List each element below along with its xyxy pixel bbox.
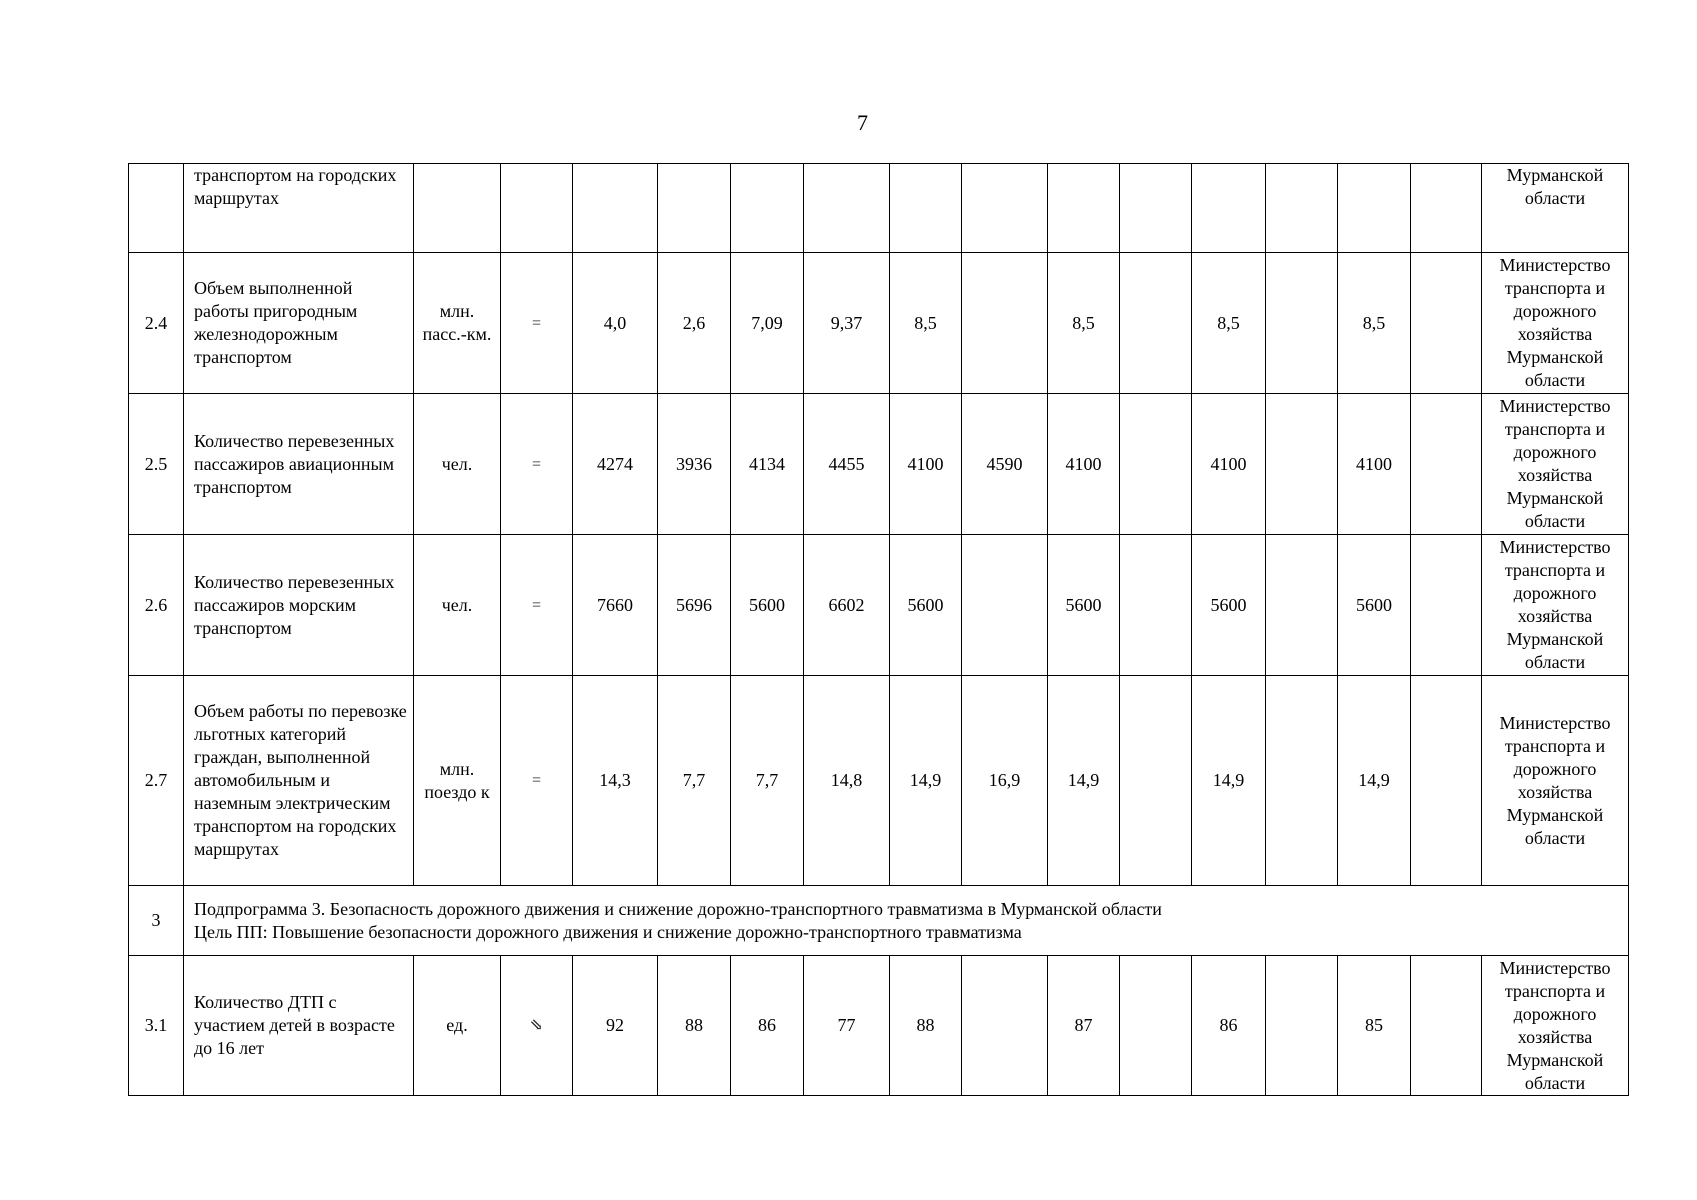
value-cell bbox=[1411, 394, 1482, 535]
value-cell: 8,5 bbox=[1338, 253, 1411, 394]
value-cell: 5600 bbox=[1338, 535, 1411, 676]
value-cell: 5696 bbox=[658, 535, 731, 676]
subprogram-heading bbox=[184, 886, 1629, 956]
value-cell bbox=[962, 956, 1048, 1096]
responsible-cell: Министерство транспорта и дорожного хозяйства Мурманской области bbox=[1482, 253, 1629, 394]
value-cell: 7,7 bbox=[731, 676, 804, 886]
indicators-table bbox=[128, 163, 1629, 1096]
responsible-cell: Министерство транспорта и дорожного хозяйства Мурманской области bbox=[1482, 956, 1629, 1096]
value-cell bbox=[1266, 676, 1338, 886]
value-cell: 77 bbox=[804, 956, 890, 1096]
value-cell: 14,9 bbox=[1338, 676, 1411, 886]
value-cell bbox=[1411, 676, 1482, 886]
unit-cell: ед. bbox=[414, 956, 501, 1096]
value-cell bbox=[1266, 253, 1338, 394]
value-cell: 86 bbox=[1192, 956, 1266, 1096]
value-cell: 3936 bbox=[658, 394, 731, 535]
value-cell bbox=[573, 164, 658, 253]
value-cell: 88 bbox=[658, 956, 731, 1096]
value-cell: 4274 bbox=[573, 394, 658, 535]
value-cell: 14,3 bbox=[573, 676, 658, 886]
value-cell: 5600 bbox=[1048, 535, 1120, 676]
indicator-name: Количество перевезенных пассажиров морским транспортом bbox=[184, 535, 414, 676]
value-cell bbox=[1411, 253, 1482, 394]
value-cell: 14,9 bbox=[890, 676, 962, 886]
row-number: 2.6 bbox=[129, 535, 184, 676]
table-row bbox=[129, 253, 1629, 394]
unit-cell: млн. поездо к bbox=[414, 676, 501, 886]
trend-cell: = bbox=[501, 253, 573, 394]
value-cell bbox=[1120, 956, 1192, 1096]
value-cell: 88 bbox=[890, 956, 962, 1096]
value-cell bbox=[1048, 164, 1120, 253]
trend-cell: = bbox=[501, 676, 573, 886]
value-cell: 14,8 bbox=[804, 676, 890, 886]
value-cell bbox=[1411, 164, 1482, 253]
value-cell: 92 bbox=[573, 956, 658, 1096]
value-cell: 5600 bbox=[890, 535, 962, 676]
page-number: 7 bbox=[857, 110, 868, 135]
value-cell: 4100 bbox=[1048, 394, 1120, 535]
value-cell: 87 bbox=[1048, 956, 1120, 1096]
value-cell: 9,37 bbox=[804, 253, 890, 394]
trend-arrow-icon: ⇘ bbox=[501, 956, 573, 1096]
indicator-name: Количество перевезенных пассажиров авиационным транспортом bbox=[184, 394, 414, 535]
trend-cell: = bbox=[501, 535, 573, 676]
responsible-cell: Министерство транспорта и дорожного хозяйства Мурманской области bbox=[1482, 394, 1629, 535]
value-cell: 14,9 bbox=[1048, 676, 1120, 886]
row-number: 2.4 bbox=[129, 253, 184, 394]
value-cell: 5600 bbox=[1192, 535, 1266, 676]
value-cell bbox=[1411, 535, 1482, 676]
value-cell bbox=[1266, 164, 1338, 253]
continuation-row bbox=[129, 164, 1629, 253]
unit-cell: чел. bbox=[414, 535, 501, 676]
row-number-cell bbox=[129, 164, 184, 253]
value-cell bbox=[962, 253, 1048, 394]
responsible-cell: Министерство транспорта и дорожного хозяйства Мурманской области bbox=[1482, 535, 1629, 676]
row-number: 3.1 bbox=[129, 956, 184, 1096]
value-cell bbox=[1120, 394, 1192, 535]
value-cell bbox=[1411, 956, 1482, 1096]
trend-cell: = bbox=[501, 394, 573, 535]
value-cell bbox=[1120, 164, 1192, 253]
value-cell bbox=[1338, 164, 1411, 253]
unit-cell: млн. пасс.-км. bbox=[414, 253, 501, 394]
value-cell: 7,7 bbox=[658, 676, 731, 886]
indicator-name: Объем выполненной работы пригородным железнодорожным транспортом bbox=[184, 253, 414, 394]
value-cell: 8,5 bbox=[890, 253, 962, 394]
unit-cell: чел. bbox=[414, 394, 501, 535]
value-cell bbox=[962, 535, 1048, 676]
value-cell: 7,09 bbox=[731, 253, 804, 394]
responsible-cell: Мурманской области bbox=[1482, 164, 1629, 253]
table-row bbox=[129, 535, 1629, 676]
subprogram-goal: Цель ПП: Повышение безопасности дорожного движения и снижение дорожно-транспортного травматизма bbox=[194, 921, 1022, 942]
value-cell bbox=[1120, 676, 1192, 886]
value-cell: 8,5 bbox=[1048, 253, 1120, 394]
table-row bbox=[129, 394, 1629, 535]
value-cell: 4,0 bbox=[573, 253, 658, 394]
subprogram-title: Подпрограмма 3. Безопасность дорожного движения и снижение дорожно-транспортного травматизма в Мурманской области bbox=[194, 898, 1162, 919]
table-row bbox=[129, 676, 1629, 886]
table-row bbox=[129, 956, 1629, 1096]
value-cell: 4100 bbox=[1192, 394, 1266, 535]
indicator-name: Объем работы по перевозке льготных категорий граждан, выполненной автомобильным и наземным электрическим транспортом на городских маршрутах bbox=[184, 676, 414, 886]
value-cell: 4134 bbox=[731, 394, 804, 535]
indicator-name: транспортом на городских маршрутах bbox=[184, 164, 414, 253]
value-cell: 7660 bbox=[573, 535, 658, 676]
subprogram-number: 3 bbox=[129, 886, 184, 956]
value-cell: 4100 bbox=[890, 394, 962, 535]
value-cell: 4590 bbox=[962, 394, 1048, 535]
responsible-cell: Министерство транспорта и дорожного хозяйства Мурманской области bbox=[1482, 676, 1629, 886]
value-cell bbox=[1120, 253, 1192, 394]
value-cell: 86 bbox=[731, 956, 804, 1096]
row-number: 2.5 bbox=[129, 394, 184, 535]
value-cell: 4455 bbox=[804, 394, 890, 535]
subprogram-row bbox=[129, 886, 1629, 956]
value-cell: 14,9 bbox=[1192, 676, 1266, 886]
value-cell bbox=[804, 164, 890, 253]
value-cell: 85 bbox=[1338, 956, 1411, 1096]
indicator-name: Количество ДТП с участием детей в возрасте до 16 лет bbox=[184, 956, 414, 1096]
value-cell bbox=[1120, 535, 1192, 676]
value-cell bbox=[731, 164, 804, 253]
value-cell bbox=[1266, 394, 1338, 535]
value-cell: 5600 bbox=[731, 535, 804, 676]
value-cell bbox=[1266, 956, 1338, 1096]
trend-cell bbox=[501, 164, 573, 253]
value-cell bbox=[962, 164, 1048, 253]
value-cell bbox=[1192, 164, 1266, 253]
value-cell bbox=[1266, 535, 1338, 676]
value-cell: 16,9 bbox=[962, 676, 1048, 886]
value-cell: 6602 bbox=[804, 535, 890, 676]
value-cell: 4100 bbox=[1338, 394, 1411, 535]
value-cell bbox=[658, 164, 731, 253]
row-number: 2.7 bbox=[129, 676, 184, 886]
value-cell: 8,5 bbox=[1192, 253, 1266, 394]
value-cell bbox=[890, 164, 962, 253]
unit-cell bbox=[414, 164, 501, 253]
value-cell: 2,6 bbox=[658, 253, 731, 394]
